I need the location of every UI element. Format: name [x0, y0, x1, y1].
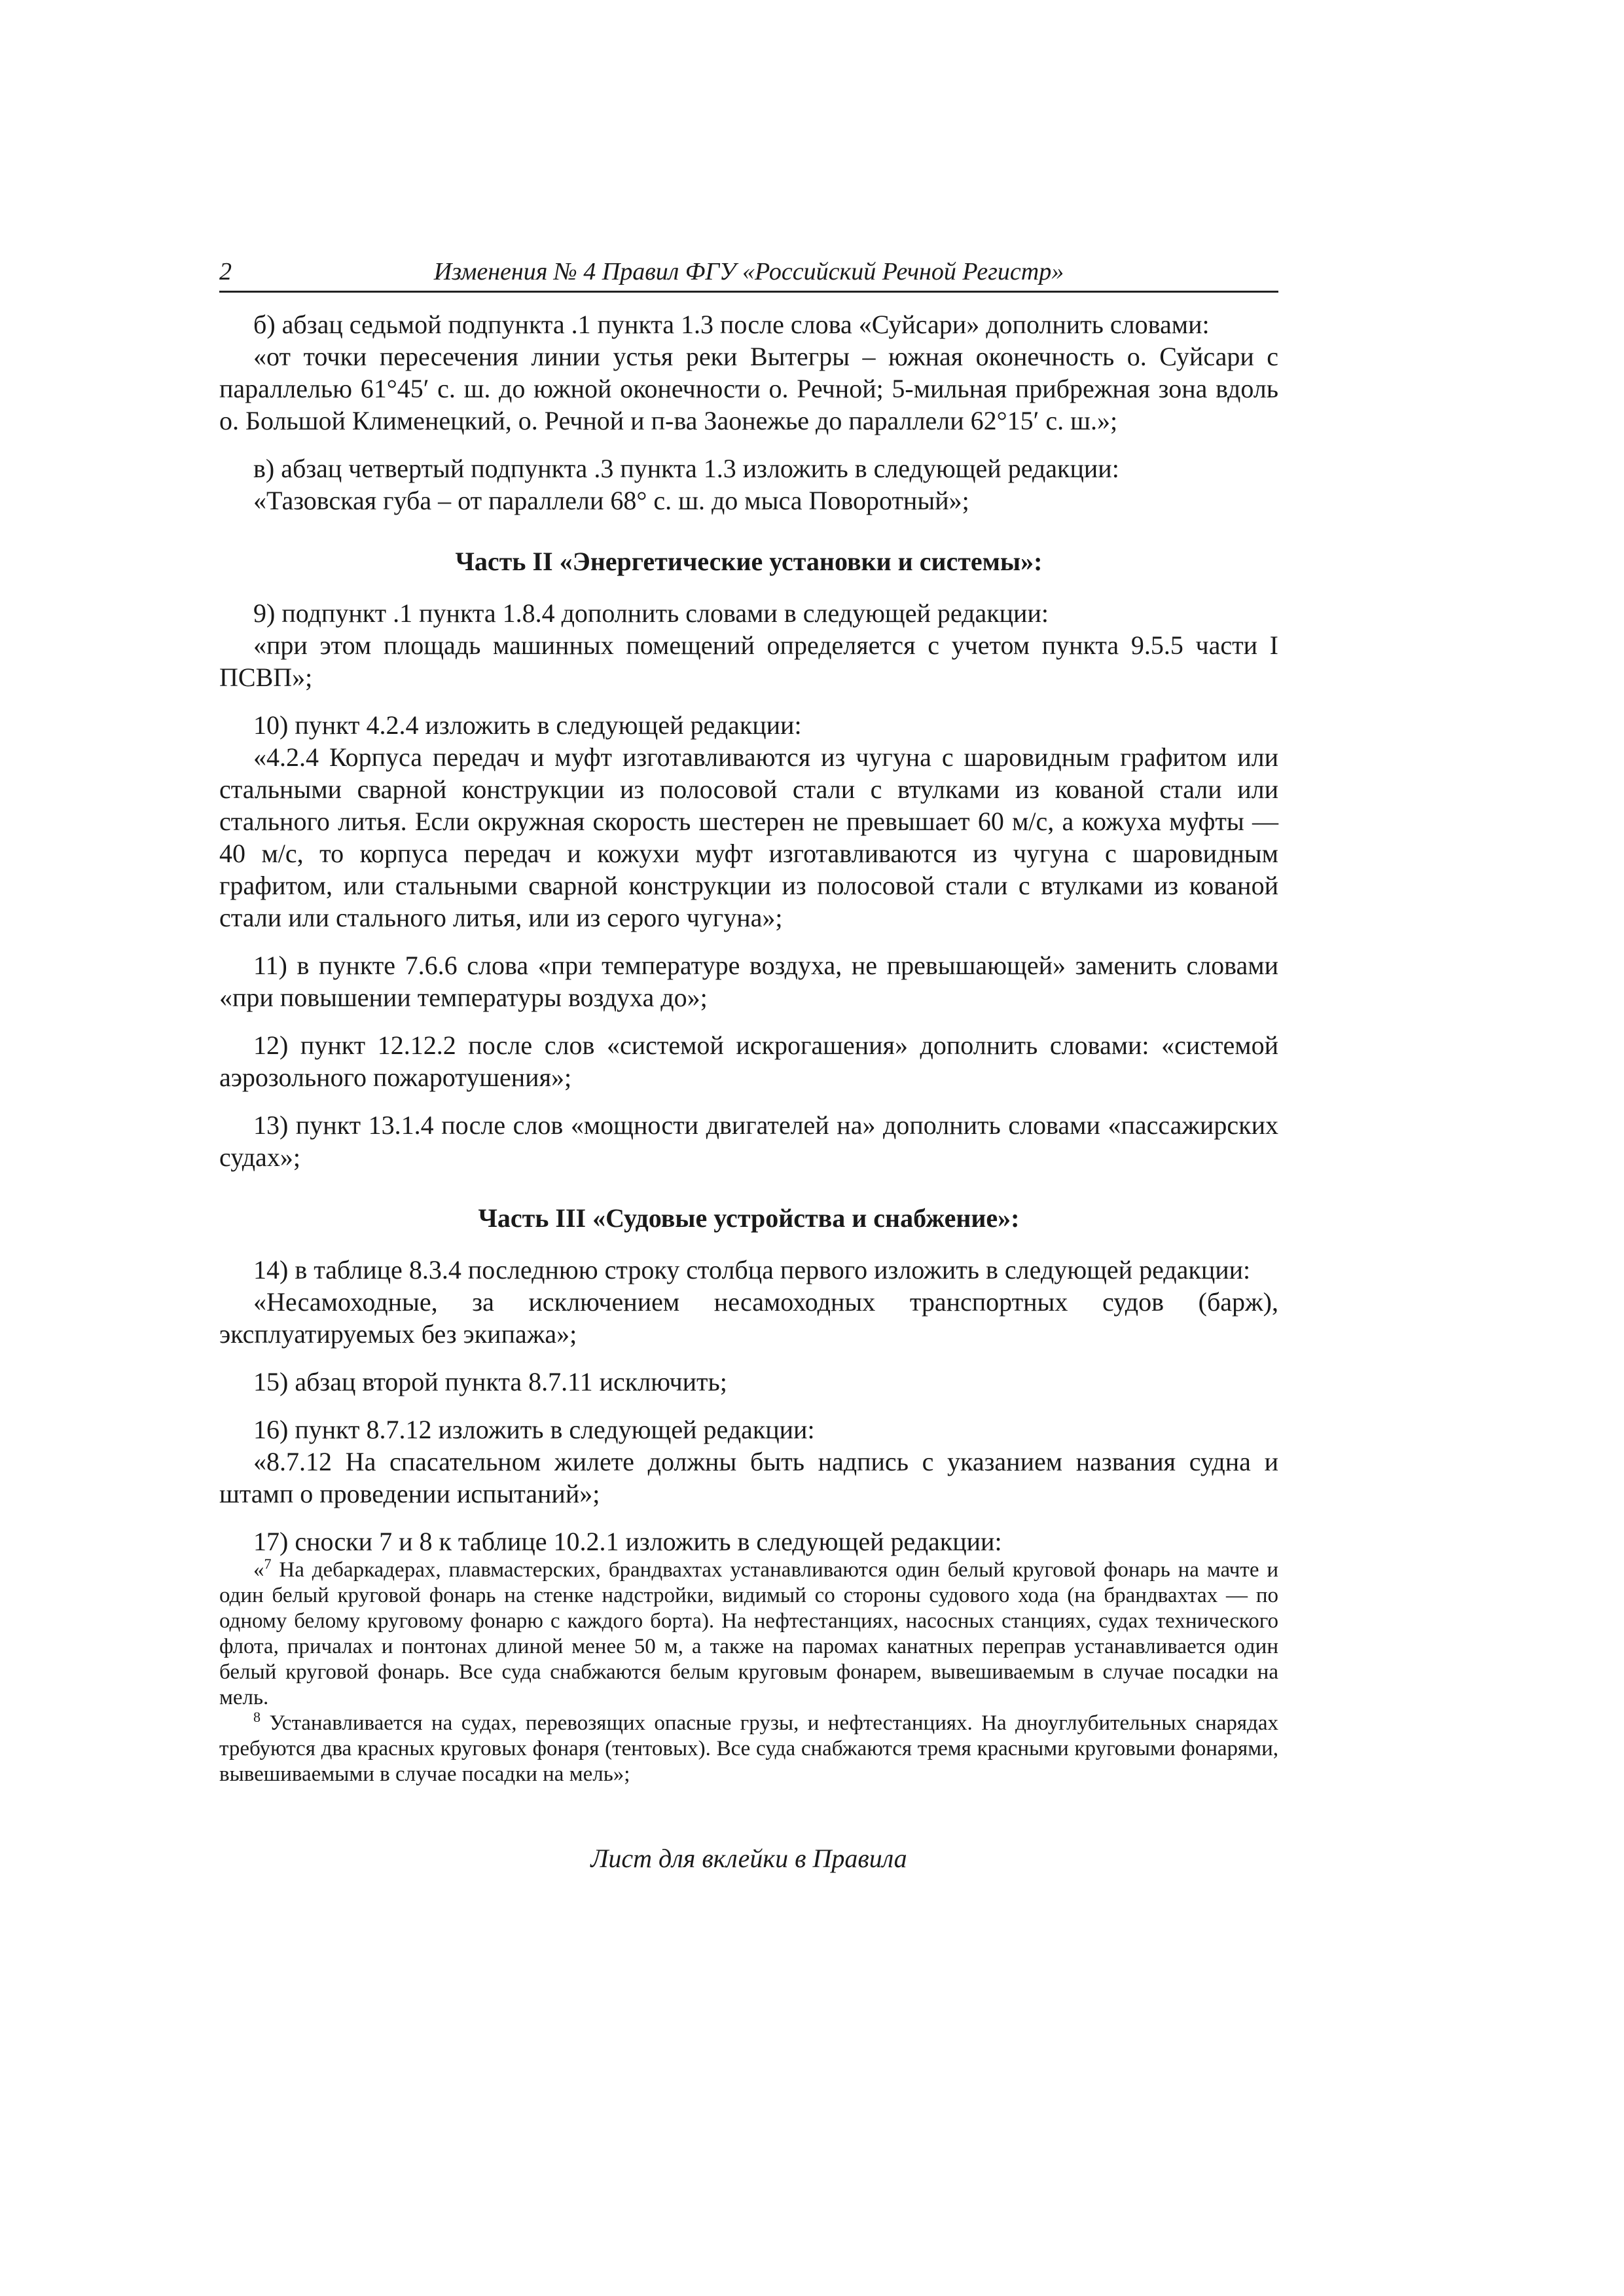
- footnote-7: [219, 1558, 1278, 1711]
- item-17-intro: 17) сноски 7 и 8 к таблице 10.2.1 изложить в следующей редакции:: [253, 1527, 1002, 1556]
- item-b-text: «от точки пересечения линии устья реки Вытегры – южная оконечность о. Суйсари с параллелью 61°45′ с. ш. до южной оконечности о. Речной; 5-мильная прибрежная зона вдоль о. Большой Клименецкий, о. Речной и п-ва Заонежье до параллели 62°15′ с. ш.»;: [219, 342, 1278, 435]
- item-12: 12) пункт 12.12.2 после слов «системой искрогашения» дополнить словами: «системой аэрозольного пожаротушения»;: [219, 1030, 1278, 1092]
- item-13: 13) пункт 13.1.4 после слов «мощности двигателей на» дополнить словами «пассажирских судах»;: [219, 1110, 1278, 1172]
- document-body: [219, 293, 1278, 1874]
- item-9-intro: 9) подпункт .1 пункта 1.8.4 дополнить словами в следующей редакции:: [253, 598, 1049, 628]
- item-14-text: «Несамоходные, за исключением несамоходных транспортных судов (барж), эксплуатируемых без экипажа»;: [219, 1287, 1278, 1349]
- footnotes-block: [219, 1558, 1278, 1787]
- item-14-intro: 14) в таблице 8.3.4 последнюю строку столбца первого изложить в следующей редакции:: [253, 1255, 1251, 1285]
- document-page: [219, 254, 1278, 1874]
- item-9-text: «при этом площадь машинных помещений определяется с учетом пункта 9.5.5 части I ПСВП»;: [219, 630, 1278, 692]
- part-2-heading: Часть II «Энергетические установки и системы»:: [455, 547, 1043, 576]
- footnote-7-text: На дебаркадерах, плавмастерских, брандвахтах устанавливаются один белый круговой фонарь на мачте и один белый круговой фонарь на стенке надстройки, видимый со стороны судового хода (на брандвахтах — по одному белому круговому фонарю с каждого борта). На нефтестанциях, насосных станциях, судах технического флота, причалах и понтонах длиной менее 50 м, а также на паромах канатных переправ устанавливается один белый круговой фонарь. Все суда снабжаются белым круговым фонарем, вывешиваемым в случае посадки на мель.: [219, 1558, 1278, 1709]
- item-10-text: «4.2.4 Корпуса передач и муфт изготавливаются из чугуна с шаровидным графитом или стальными сварной конструкции из полосовой стали с втулками из кованой стали или стального литья. Если окружная скорость шестерен не превышает 60 м/с, а кожуха муфты — 40 м/с, то корпуса передач и кожухи муфт изготавливаются из чугуна с шаровидным графитом, или стальными сварной конструкции из полосовой стали с втулками из кованой стали или стального литья, или из серого чугуна»;: [219, 742, 1278, 932]
- item-v-intro: в) абзац четвертый подпункта .3 пункта 1.3 изложить в следующей редакции:: [253, 454, 1119, 483]
- item-b-intro: б) абзац седьмой подпункта .1 пункта 1.3 после слова «Суйсари» дополнить словами:: [253, 310, 1210, 339]
- footnote-8-text: Устанавливается на судах, перевозящих опасные грузы, и нефтестанциях. На дноуглубительных снарядах требуются два красных круговых фонаря (тентовых). Все суда снабжаются тремя красными круговыми фонарями, вывешиваемыми в случае посадки на мель»;: [219, 1711, 1278, 1786]
- footnote-8-mark: 8: [253, 1709, 261, 1725]
- page-number: 2: [219, 258, 232, 285]
- item-16-text: «8.7.12 На спасательном жилете должны быть надпись с указанием названия судна и штамп о проведении испытаний»;: [219, 1447, 1278, 1508]
- closing-note: Лист для вклейки в Правила: [590, 1844, 907, 1873]
- footnote-7-open-quote: «: [253, 1558, 264, 1582]
- part-3-heading: Часть III «Судовые устройства и снабжение»:: [478, 1203, 1020, 1233]
- item-16-intro: 16) пункт 8.7.12 изложить в следующей редакции:: [253, 1415, 815, 1444]
- footnote-7-mark: 7: [264, 1556, 272, 1572]
- item-11: 11) в пункте 7.6.6 слова «при температуре воздуха, не превышающей» заменить словами «при повышении температуры воздуха до»;: [219, 951, 1278, 1012]
- footnote-8: [219, 1711, 1278, 1787]
- header-title: Изменения № 4 Правил ФГУ «Российский Речной Регистр»: [433, 258, 1064, 285]
- running-header: [219, 254, 1278, 293]
- item-v-text: «Тазовская губа – от параллели 68° с. ш. до мыса Поворотный»;: [253, 486, 969, 515]
- item-10-intro: 10) пункт 4.2.4 изложить в следующей редакции:: [253, 710, 802, 740]
- item-15: 15) абзац второй пункта 8.7.11 исключить;: [253, 1367, 727, 1396]
